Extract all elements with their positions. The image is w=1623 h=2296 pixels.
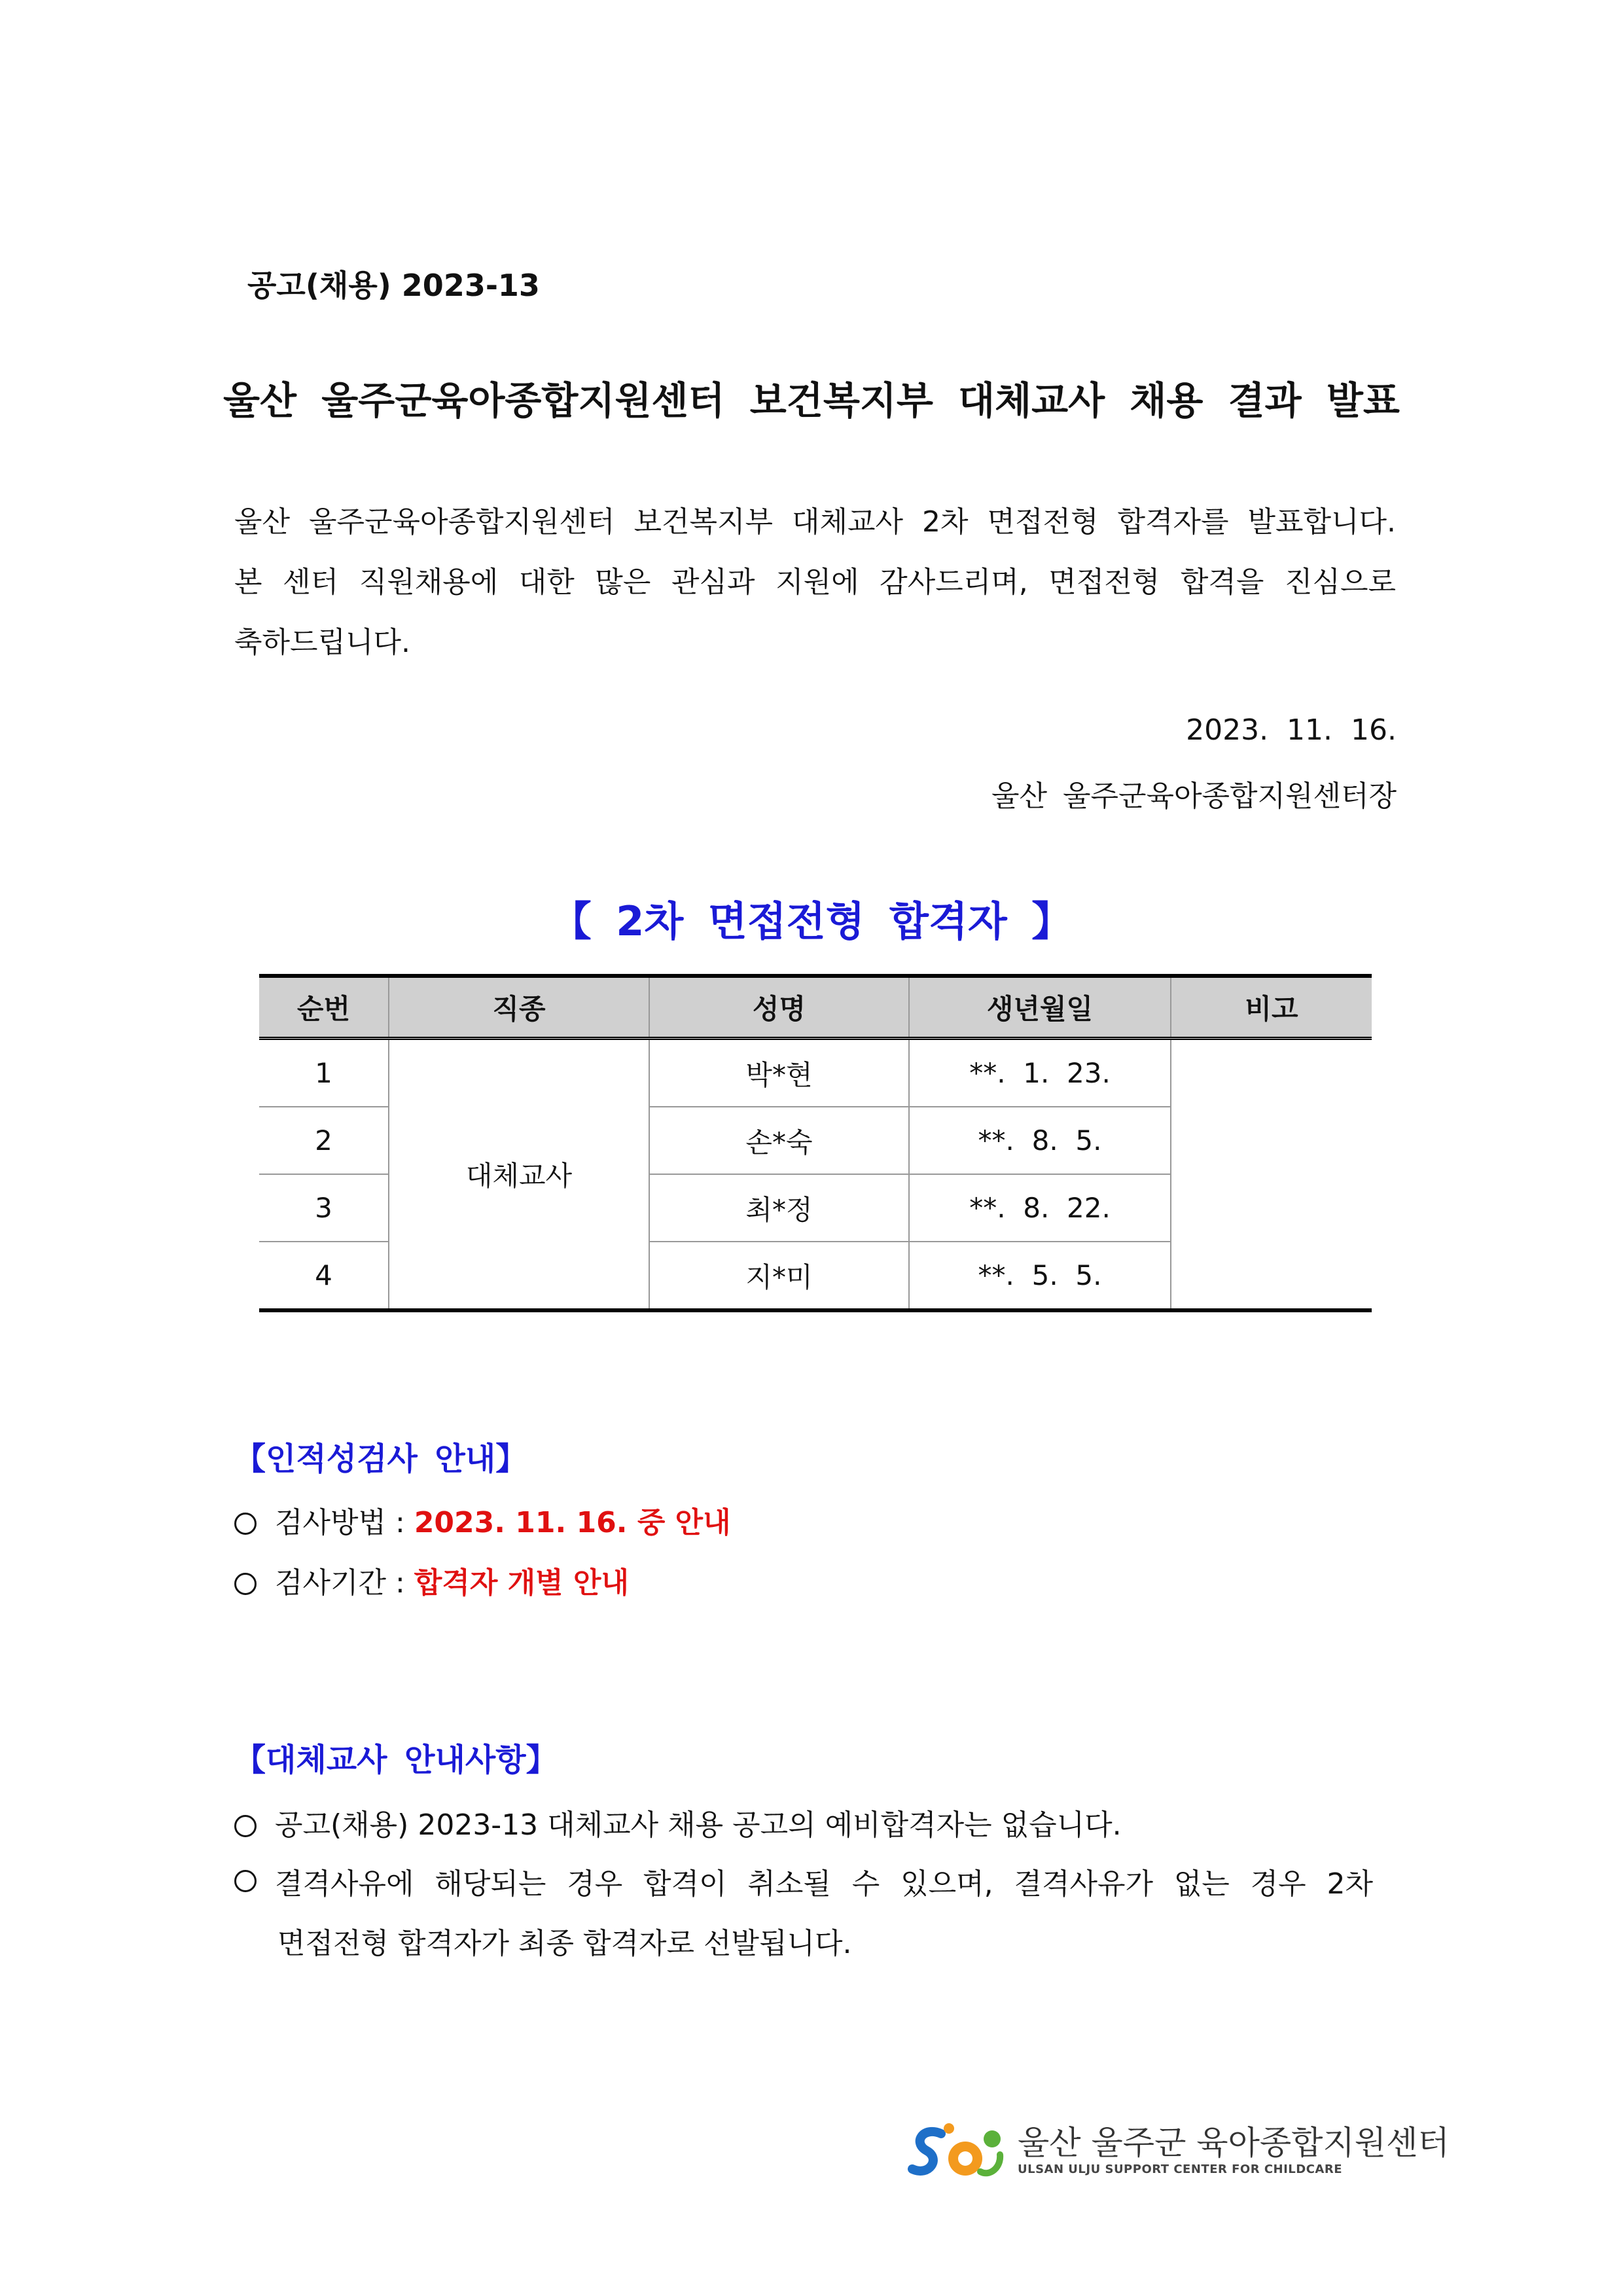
notice-heading: 【대체교사 안내사항】 [234,1742,558,1778]
header-cell: 성명 [649,976,909,1039]
header-cell: 비고 [1171,976,1372,1039]
period-value: 합격자 개별 안내 [414,1566,629,1600]
row-number: 3 [259,1174,389,1242]
bullet-circle-icon [234,1870,257,1892]
table-row [259,1039,1372,1107]
header-cell: 순번 [259,976,389,1039]
birth-cell: **. 1. 23. [909,1039,1171,1107]
aptitude-method-item [234,1499,731,1541]
page-title: 울산 울주군육아종합지원센터 보건복지부 대체교사 채용 결과 발표 [223,378,1400,423]
header-cell: 직종 [389,976,649,1039]
signer: 울산 울주군육아종합지원센터장 [991,780,1397,813]
aptitude-period-item [234,1559,629,1601]
row-number: 2 [259,1107,389,1174]
header-cell: 생년월일 [909,976,1171,1039]
document-number: 공고(채용) 2023-13 [247,268,540,303]
name-cell: 지*미 [649,1242,909,1310]
notice-item-2-continued: 면접전형 합격자가 최종 합격자로 선발됩니다. [277,1927,852,1960]
results-section-title: 【 2차 면접전형 합격자 】 [550,897,1073,945]
name-cell: 박*현 [649,1039,909,1107]
logo-name: 울산 울주군 육아종합지원센터 [1018,2124,1450,2162]
intro-paragraph [234,492,1396,673]
bullet-circle-icon [234,1513,257,1535]
row-number: 1 [259,1039,389,1107]
method-value: 2023. 11. 16. 중 안내 [414,1506,731,1539]
notice-text: 결격사유에 해당되는 경우 합격이 취소될 수 있으며, 결격사유가 없는 경우 2차 [275,1867,1373,1901]
notice-item-2 [234,1860,1373,1902]
results-table [259,974,1372,1312]
birth-cell: **. 8. 22. [909,1174,1171,1242]
birth-cell: **. 8. 5. [909,1107,1171,1174]
notice-item-1 [234,1801,1122,1843]
aptitude-heading: 【인적성검사 안내】 [234,1441,527,1477]
logo-subtitle: ULSAN ULJU SUPPORT CENTER FOR CHILDCARE [1018,2162,1343,2176]
row-number: 4 [259,1242,389,1310]
job-type-cell: 대체교사 [389,1039,649,1311]
method-label: 검사방법 : [275,1506,414,1539]
intro-line: 축하드립니다. [234,626,411,659]
period-label: 검사기간 : [275,1566,414,1600]
bullet-circle-icon [234,1573,257,1595]
remarks-cell [1171,1039,1372,1311]
name-cell: 최*정 [649,1174,909,1242]
notice-text: 공고(채용) 2023-13 대체교사 채용 공고의 예비합격자는 없습니다. [275,1808,1122,1842]
logo-mark-icon [903,2114,1008,2186]
bullet-circle-icon [234,1815,257,1837]
table-header-row [259,976,1372,1039]
birth-cell: **. 5. 5. [909,1242,1171,1310]
announcement-date: 2023. 11. 16. [1186,713,1397,747]
name-cell: 손*숙 [649,1107,909,1174]
intro-line: 울산 울주군육아종합지원센터 보건복지부 대체교사 2차 면접전형 합격자를 발표합니다. [234,505,1396,539]
center-logo [903,2114,1450,2193]
intro-line: 본 센터 직원채용에 대한 많은 관심과 지원에 감사드리며, 면접전형 합격을 진심으로 [234,565,1396,599]
